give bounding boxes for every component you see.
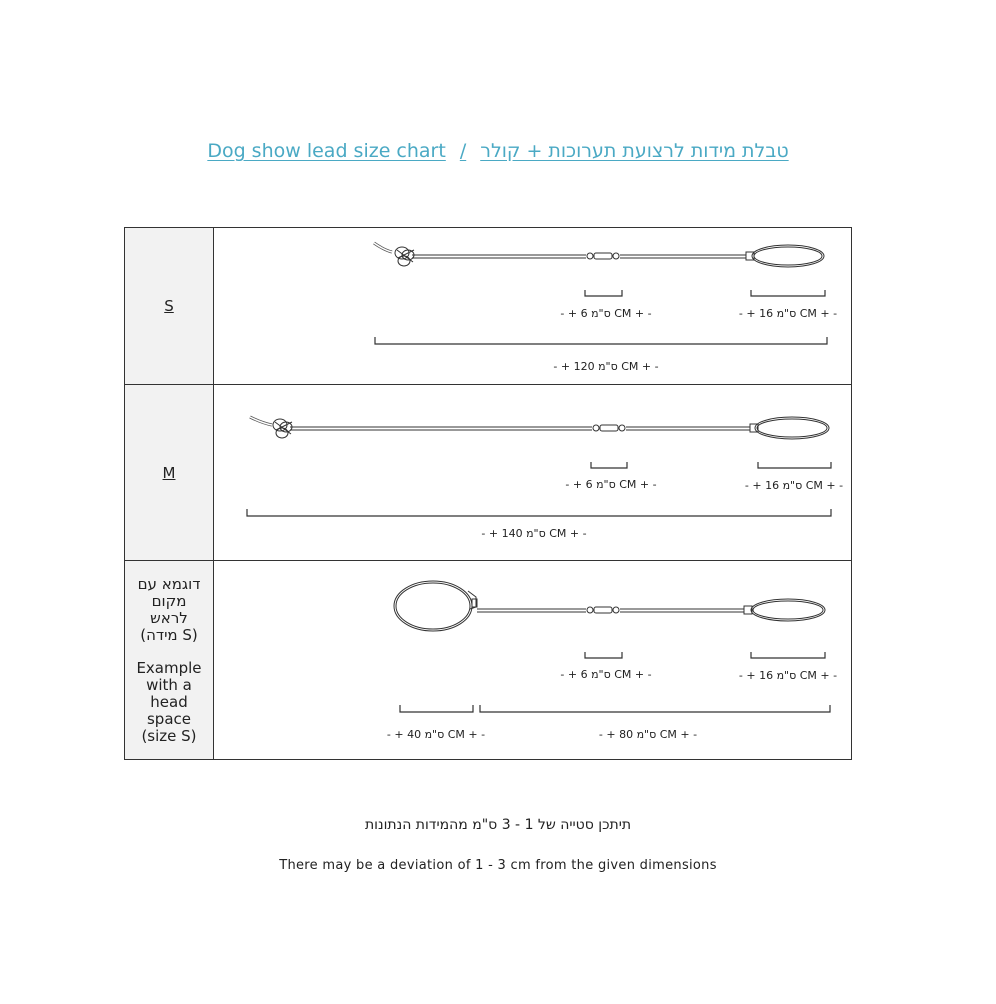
title-hebrew: טבלת מידות לרצועת תערוכות + קולר: [480, 140, 789, 162]
lead-diagram-cell: [214, 385, 852, 561]
collar-loop-icon: [755, 417, 829, 439]
collar-bracket: [758, 462, 831, 468]
lead-diagram-m: [214, 385, 852, 560]
collar-dimension: - + ס"מ 16 CM + -: [738, 307, 838, 320]
size-label: S: [164, 297, 174, 315]
label-hebrew-line: מקום: [151, 591, 187, 610]
lead-illustration: [374, 243, 824, 267]
total-dimension: - + ס"מ 120 CM + -: [553, 360, 659, 373]
middle-bracket: [585, 652, 622, 658]
lead-diagram-s: [214, 228, 852, 384]
lead-diagram-example: [214, 561, 852, 759]
footnote-english: There may be a deviation of 1 - 3 cm from the given dimensions: [279, 858, 717, 873]
label-english-line: space: [146, 709, 191, 728]
page-title: [0, 140, 996, 162]
lead-diagram-cell: [214, 561, 852, 760]
size-label-cell: [125, 385, 214, 561]
middle-bracket: [591, 462, 627, 468]
body-bracket: [480, 705, 830, 712]
middle-dimension: - + ס"מ 6 CM + -: [560, 307, 652, 320]
total-dimension: - + ס"מ 140 CM + -: [481, 527, 587, 540]
lead-illustration: [250, 417, 829, 439]
middle-dimension: - + ס"מ 6 CM + -: [560, 668, 652, 681]
size-row-s: [125, 228, 852, 385]
title-separator: /: [459, 140, 467, 162]
collar-dimension: - + ס"מ 16 CM + -: [738, 669, 838, 682]
total-bracket: [247, 509, 831, 516]
head-loop-icon: [394, 581, 472, 631]
bead-connector-icon: [593, 425, 625, 431]
collar-loop-icon: [751, 599, 825, 621]
label-english-line: (size S): [141, 726, 197, 745]
lead-diagram-cell: [214, 228, 852, 385]
size-chart-table: [124, 227, 852, 760]
label-hebrew-line: דוגמא עם: [137, 574, 201, 593]
title-english: Dog show lead size chart: [207, 140, 446, 162]
collar-bracket: [751, 290, 825, 296]
middle-bracket: [585, 290, 622, 296]
label-english-line: Example: [136, 658, 202, 677]
collar-dimension: - + ס"מ 16 CM + -: [744, 479, 844, 492]
size-row-m: [125, 385, 852, 561]
label-hebrew-line: לראש: [150, 608, 188, 627]
collar-loop-icon: [752, 245, 824, 267]
knot-icon: [273, 419, 292, 438]
bead-connector-icon: [587, 607, 619, 613]
label-hebrew-line: (מידה S): [140, 625, 198, 644]
label-english-line: with a: [146, 675, 192, 694]
knot-icon: [395, 247, 414, 266]
label-english-line: head: [150, 692, 188, 711]
size-label-cell: [125, 228, 214, 385]
head-dimension: - + ס"מ 40 CM + -: [386, 728, 486, 741]
collar-bracket: [751, 652, 825, 658]
size-row-example: [125, 561, 852, 760]
lead-illustration: [394, 581, 825, 631]
total-bracket: [375, 337, 827, 344]
body-dimension: - + ס"מ 80 CM + -: [598, 728, 698, 741]
size-label: M: [162, 463, 176, 482]
middle-dimension: - + ס"מ 6 CM + -: [565, 478, 657, 491]
footnote-hebrew: תיתכן סטייה של 1 - 3 ס"מ מהמידות הנתונות: [364, 817, 632, 833]
example-label-cell: [125, 561, 214, 760]
bead-connector-icon: [587, 253, 619, 259]
head-bracket: [400, 705, 473, 712]
